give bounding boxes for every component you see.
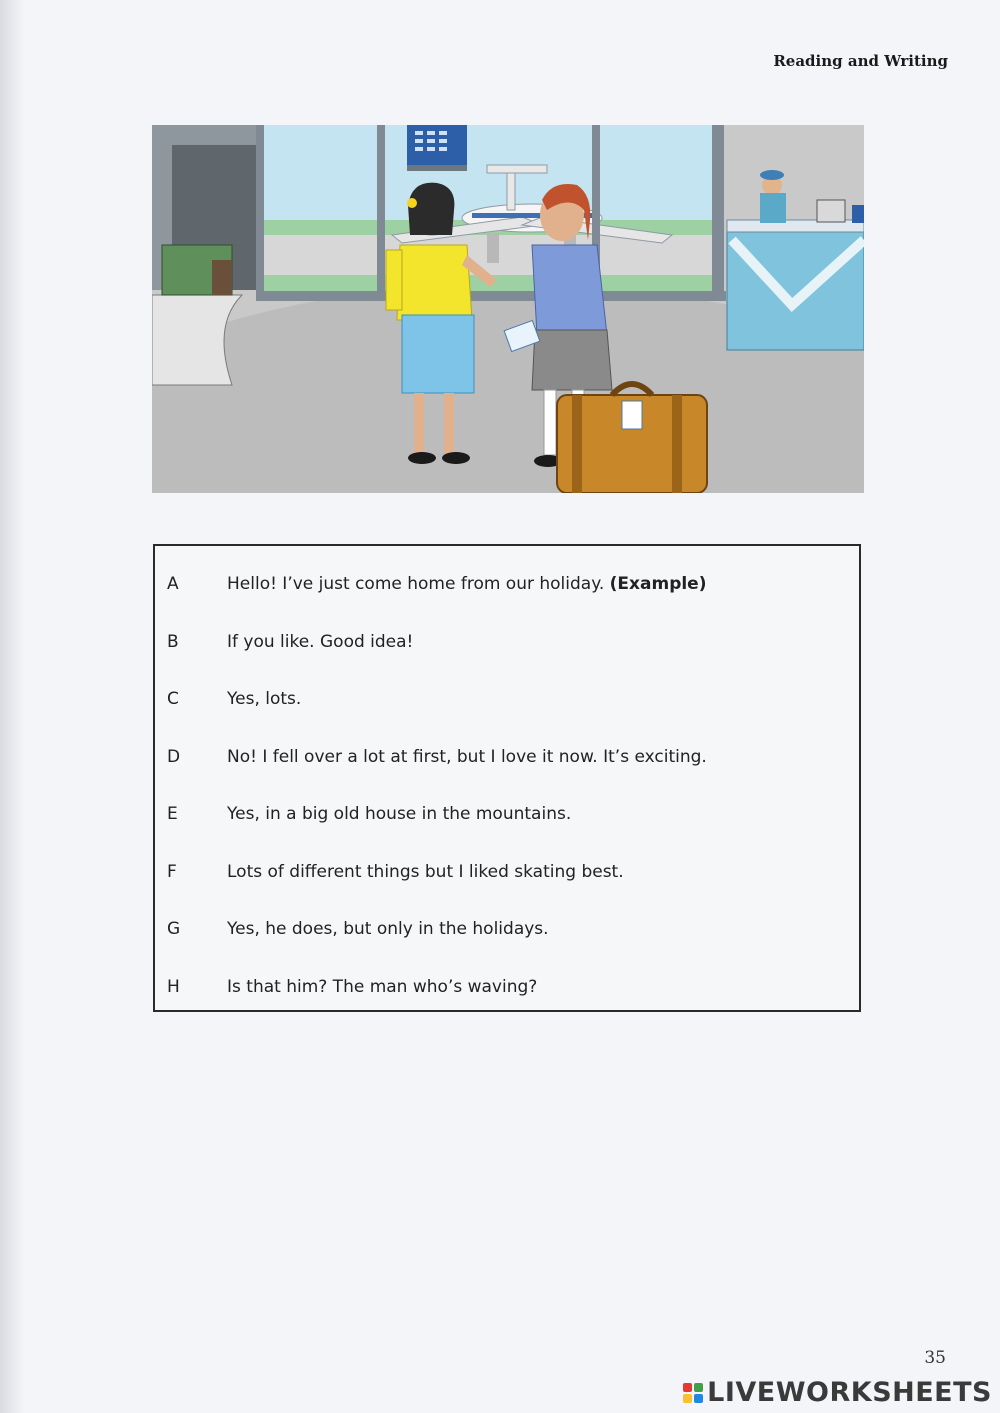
option-letter: C bbox=[167, 689, 179, 709]
option-a[interactable] bbox=[167, 569, 707, 599]
option-d[interactable] bbox=[167, 742, 707, 772]
option-text: Yes, lots. bbox=[227, 689, 302, 709]
brand-name: LIVEWORKSHEETS bbox=[707, 1377, 992, 1408]
option-letter: H bbox=[167, 977, 180, 997]
airport-illustration bbox=[152, 125, 864, 493]
page-edge-shadow bbox=[0, 0, 24, 1413]
option-letter: E bbox=[167, 804, 178, 824]
option-c[interactable] bbox=[167, 684, 301, 714]
logo-square-red bbox=[683, 1383, 692, 1392]
option-letter: A bbox=[167, 574, 179, 594]
example-label: (Example) bbox=[609, 574, 707, 594]
option-text: No! I fell over a lot at first, but I love it now. It’s exciting. bbox=[227, 747, 707, 767]
departure-board bbox=[407, 125, 467, 171]
option-letter: F bbox=[167, 862, 177, 882]
logo-square-blue bbox=[694, 1394, 703, 1403]
option-text: Yes, he does, but only in the holidays. bbox=[227, 919, 549, 939]
option-text: Lots of different things but I liked skating best. bbox=[227, 862, 624, 882]
option-f[interactable] bbox=[167, 857, 624, 887]
section-title: Reading and Writing bbox=[773, 52, 948, 70]
liveworksheets-brand[interactable] bbox=[683, 1377, 992, 1408]
option-text: If you like. Good idea! bbox=[227, 632, 414, 652]
suitcase bbox=[557, 384, 707, 493]
airport-scene-svg bbox=[152, 125, 864, 493]
option-letter: G bbox=[167, 919, 181, 939]
option-text: Yes, in a big old house in the mountains. bbox=[227, 804, 572, 824]
option-text: Is that him? The man who’s waving? bbox=[227, 977, 538, 997]
answer-options-box bbox=[153, 544, 861, 1012]
option-letter: B bbox=[167, 632, 179, 652]
liveworksheets-logo-icon bbox=[683, 1383, 703, 1403]
option-g[interactable] bbox=[167, 914, 549, 944]
logo-square-yellow bbox=[683, 1394, 692, 1403]
option-h[interactable] bbox=[167, 972, 537, 1002]
option-letter: D bbox=[167, 747, 181, 767]
option-b[interactable] bbox=[167, 627, 413, 657]
option-e[interactable] bbox=[167, 799, 571, 829]
logo-square-green bbox=[694, 1383, 703, 1392]
option-text: Hello! I’ve just come home from our holiday. (Example) bbox=[227, 574, 707, 594]
page-number: 35 bbox=[924, 1348, 946, 1368]
